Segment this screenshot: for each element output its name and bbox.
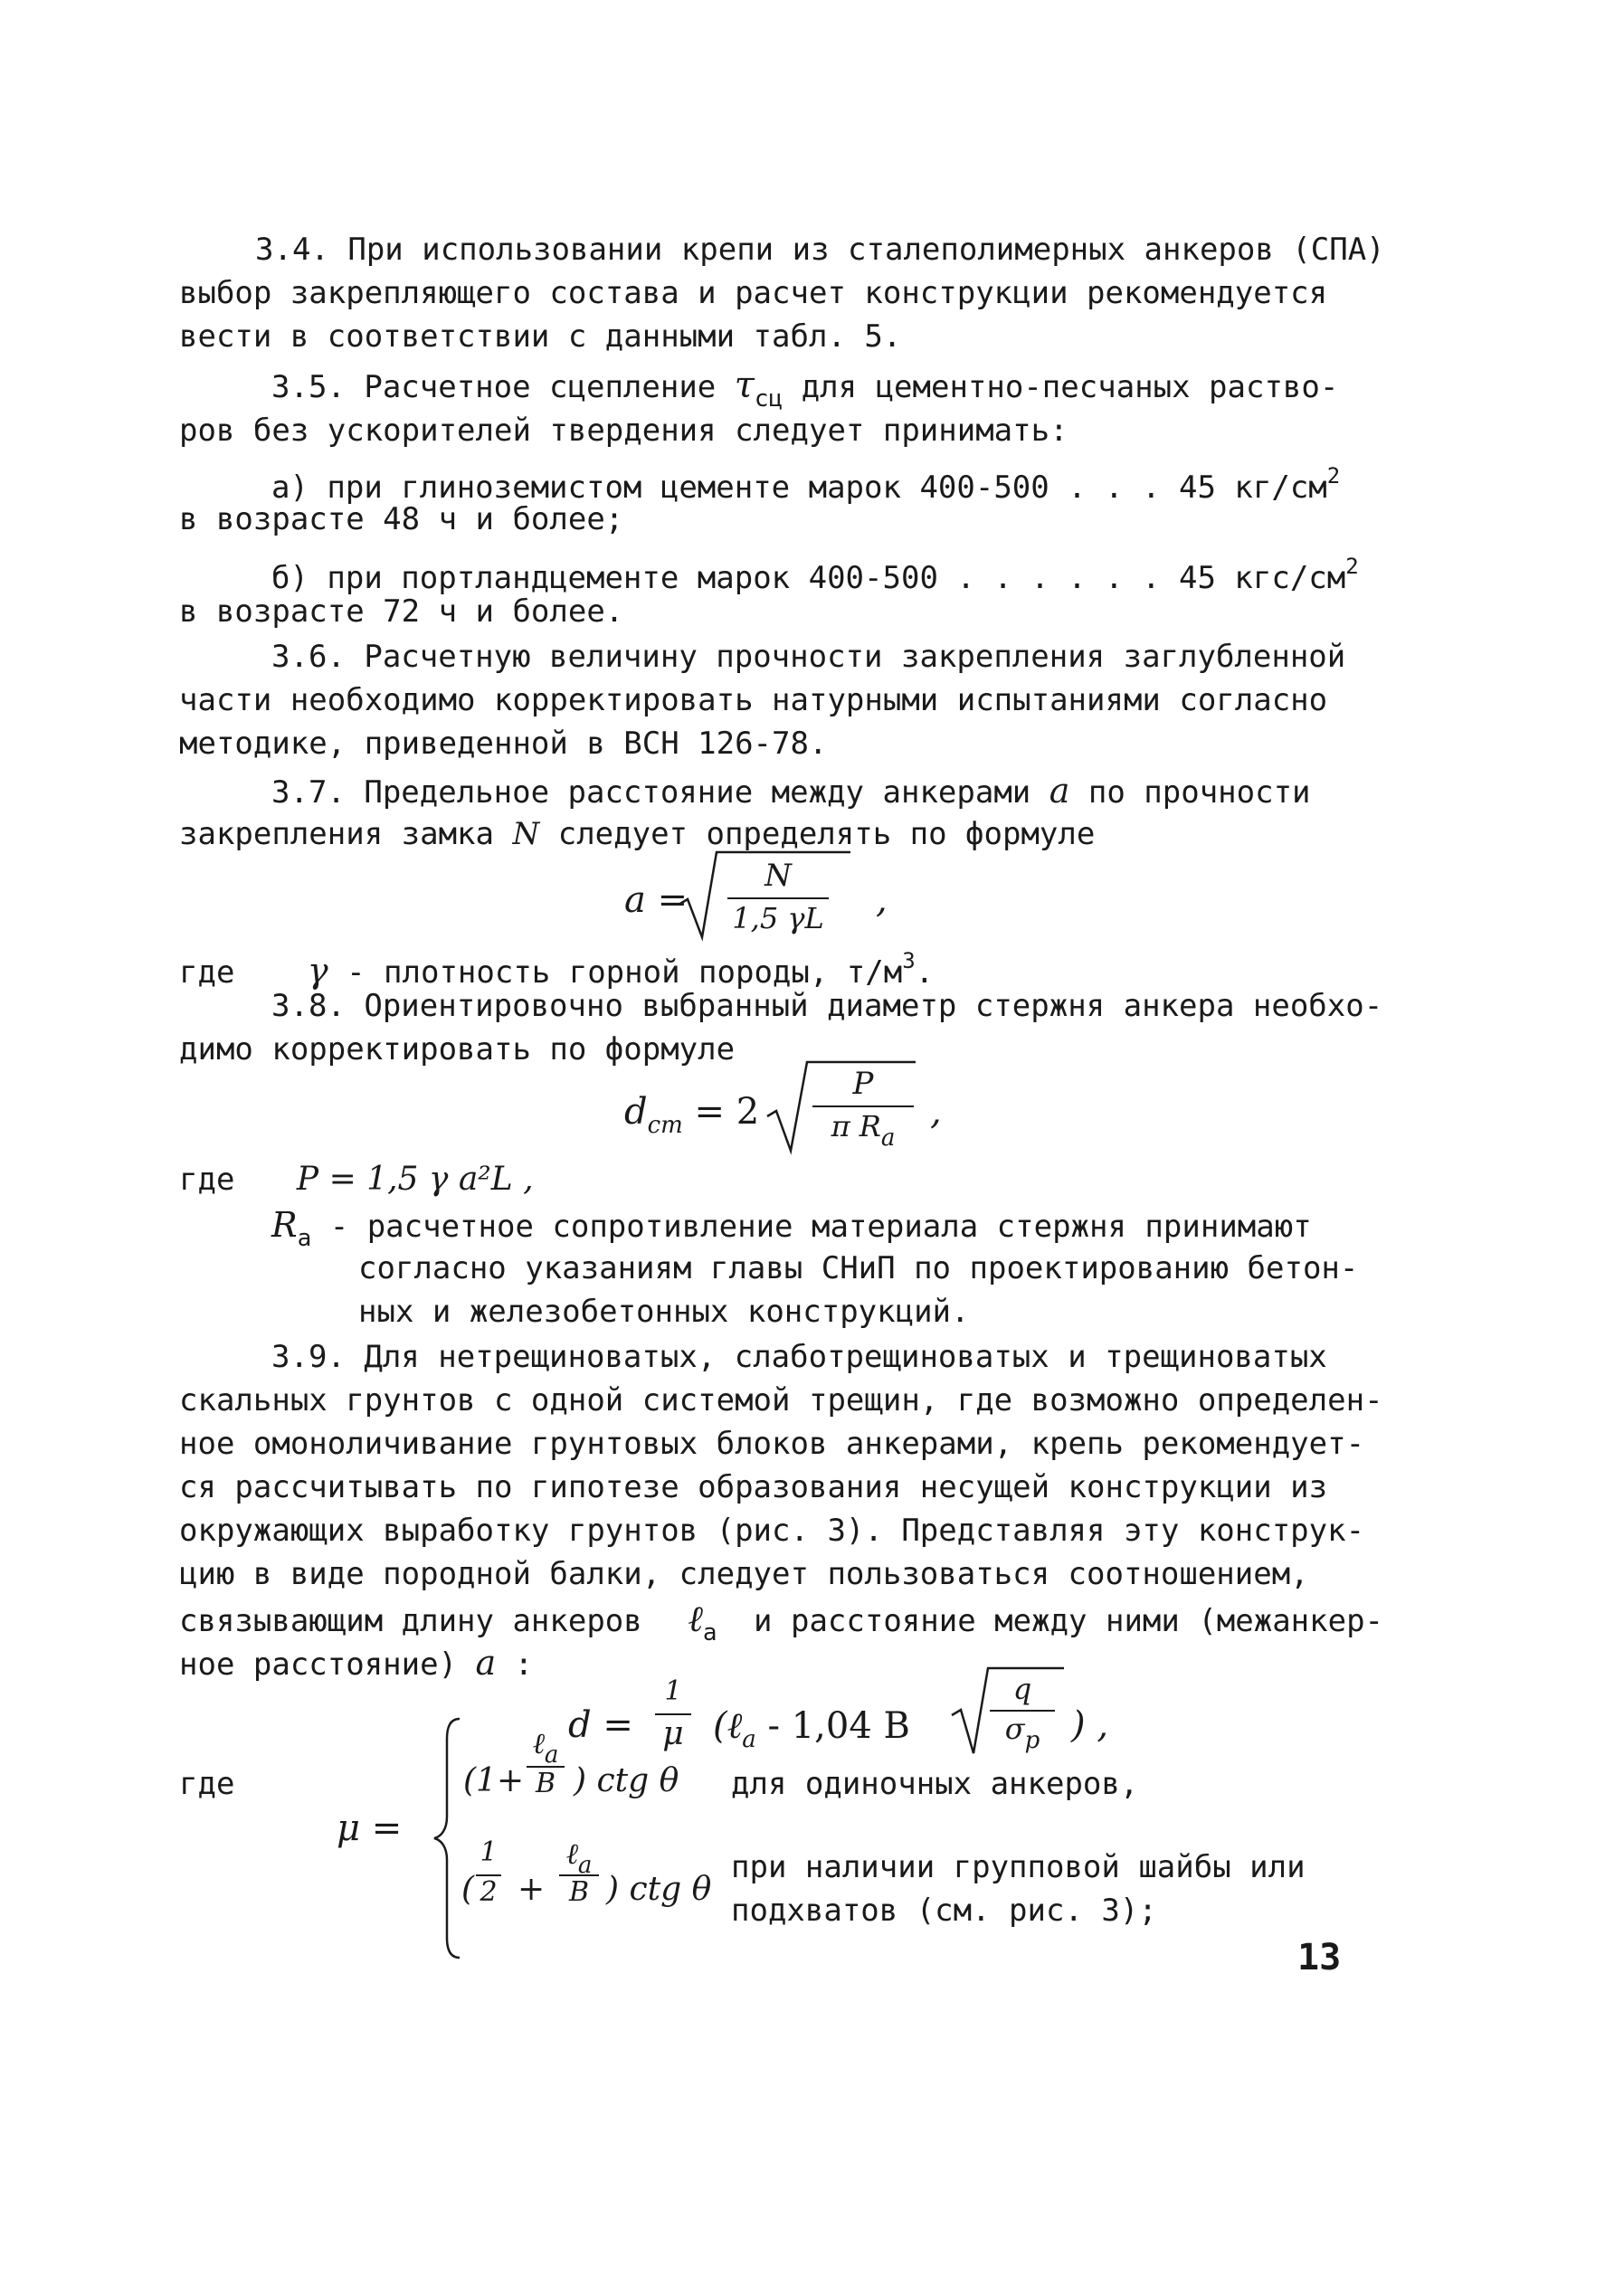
item-b-text: б) при портландцементе марок 400-500 . . . . . . 45 кгс/см xyxy=(271,560,1346,596)
formula-mu-q: q xyxy=(1012,1672,1032,1706)
formula-d-eq: = 2 xyxy=(694,1091,760,1133)
para-3-9-line-6: цию в виде породной балки, следует пользоваться соотношением, xyxy=(179,1556,1309,1592)
ra-definition xyxy=(271,1207,1312,1257)
formula-a-denominator: 1,5 γL xyxy=(732,901,824,935)
item-b-sup: 2 xyxy=(1345,554,1359,579)
case1-open: (1+ xyxy=(463,1762,525,1799)
formula-mu-la-sub: a xyxy=(742,1726,756,1753)
para-3-4-line-1: 3.4. При использовании крепи из сталеполимерных анкеров (СПА) xyxy=(255,232,1385,268)
formula-d-comma: , xyxy=(930,1091,942,1133)
formula-a-lhs: a = xyxy=(624,879,689,921)
where-word-2: где xyxy=(179,1162,235,1198)
ra-subscript: a xyxy=(297,1225,312,1252)
formula-d-den-sub: a xyxy=(880,1124,896,1152)
gamma-sup: 3 xyxy=(902,948,916,973)
para-3-4-line-2: выбор закрепляющего состава и расчет конструкции рекомендуется xyxy=(179,275,1328,311)
para-3-5-text-a: 3.5. Расчетное сцепление xyxy=(271,369,717,405)
gamma-text: - плотность горной породы, т/м xyxy=(347,954,903,991)
case2-half-den: 2 xyxy=(480,1876,498,1908)
para-3-8-line-2: димо корректировать по формуле xyxy=(179,1031,736,1067)
case1-num xyxy=(525,1726,566,1769)
a-symbol-2: a xyxy=(475,1643,497,1683)
formula-mu-mu: μ xyxy=(662,1715,684,1752)
formula-mu-one: 1 xyxy=(664,1675,682,1707)
case1-den: B xyxy=(535,1768,556,1799)
formula-a-numerator: N xyxy=(765,858,792,894)
case2-text-1: при наличии групповой шайбы или xyxy=(731,1849,1306,1885)
p-definition xyxy=(179,1162,534,1198)
formula-mu-sigma xyxy=(986,1712,1059,1754)
para-3-9-text-c: ное расстояние) xyxy=(179,1646,458,1683)
case1-ctg: ) ctg θ xyxy=(574,1762,679,1799)
mu-brace xyxy=(432,1715,475,1961)
formula-d-den-text: π R xyxy=(831,1109,881,1143)
case2-l: ℓ xyxy=(565,1836,578,1871)
para-3-6-line-2: части необходимо корректировать натурными испытаниями согласно xyxy=(179,682,1328,718)
a-symbol: a xyxy=(1049,771,1070,811)
para-3-9-line-7 xyxy=(179,1601,1383,1651)
ra-line-2: согласно указаниям главы СНиП по проектированию бетон- xyxy=(358,1250,1359,1286)
item-a-continuation: в возрасте 48 ч и более; xyxy=(179,501,624,537)
item-b-continuation: в возрасте 72 ч и более. xyxy=(179,593,624,630)
para-3-5-line-2: ров без ускорителей твердения следует принимать: xyxy=(179,413,1068,449)
case1-text: для одиночных анкеров, xyxy=(731,1766,1139,1802)
page-number: 13 xyxy=(1297,1937,1342,1978)
formula-a-comma: , xyxy=(876,879,888,921)
formula-d-denominator xyxy=(809,1109,917,1152)
case1-l: ℓ xyxy=(532,1726,545,1760)
para-3-9-text-b: и расстояние между ними (межанкер- xyxy=(754,1603,1384,1639)
para-3-7-line-1 xyxy=(271,773,1311,811)
n-symbol: N xyxy=(512,816,540,852)
para-3-7-text-a: 3.7. Предельное расстояние между анкерами xyxy=(271,774,1031,811)
gamma-end: . xyxy=(915,954,935,991)
tau-subscript: сц xyxy=(754,385,784,413)
para-3-9-line-8 xyxy=(179,1645,533,1683)
where-word-3: где xyxy=(179,1766,235,1802)
ra-symbol: R xyxy=(271,1205,298,1245)
para-3-9-line-1: 3.9. Для нетрещиноватых, слаботрещиноватых и трещиноватых xyxy=(271,1339,1327,1375)
formula-d-lhs xyxy=(624,1091,759,1139)
case2-num xyxy=(557,1836,601,1879)
formula-a-bar xyxy=(727,897,829,899)
sigma-sub: p xyxy=(1024,1727,1040,1754)
para-3-7-text-d: следует определять по формуле xyxy=(557,816,1096,852)
ra-text: - расчетное сопротивление материала стержня принимают xyxy=(329,1209,1312,1245)
para-3-9-line-2: скальных грунтов с одной системой трещин, где возможно определен- xyxy=(179,1382,1383,1418)
para-3-9-line-5: окружающих выработку грунтов (рис. 3). Представляя эту конструк- xyxy=(179,1513,1365,1549)
formula-d-numerator: P xyxy=(852,1066,874,1102)
formula-mu-paren xyxy=(713,1704,910,1753)
para-3-9-text-a: связывающим длину анкеров xyxy=(179,1603,642,1639)
p-formula: P = 1,5 γ a²L , xyxy=(296,1161,534,1198)
gamma-symbol: γ xyxy=(307,951,328,991)
tau-symbol: τ xyxy=(734,365,755,406)
para-3-6-line-3: методике, приведенной в ВСН 126-78. xyxy=(179,726,828,762)
case2-plus: + xyxy=(518,1871,546,1908)
case1-l-sub: a xyxy=(544,1741,559,1769)
formula-d-symbol: d xyxy=(624,1091,648,1133)
gamma-definition xyxy=(179,943,934,991)
formula-mu-d-lhs: d = xyxy=(568,1704,633,1746)
case2-ctg: ) ctg θ xyxy=(606,1871,712,1908)
case2-half-num: 1 xyxy=(480,1836,498,1868)
mu-lhs: μ = xyxy=(337,1807,403,1849)
case2-text-2: подхватов (см. рис. 3); xyxy=(731,1893,1157,1929)
where-word: где xyxy=(179,954,235,991)
case2-l-sub: a xyxy=(577,1852,593,1879)
case2-open: ( xyxy=(461,1871,475,1908)
para-3-7-text-b: по прочности xyxy=(1087,774,1311,811)
para-3-9-line-4: ся рассчитывать по гипотезе образования несущей конструкции из xyxy=(179,1469,1328,1505)
para-3-8-line-1: 3.8. Ориентировочно выбранный диаметр стержня анкера необхо- xyxy=(271,988,1383,1024)
para-3-4-line-3: вести в соответствии с данными табл. 5. xyxy=(179,318,902,355)
item-a-sup: 2 xyxy=(1326,463,1341,489)
para-3-9-line-3: ное омоноличивание грунтовых блоков анкерами, крепь рекомендует- xyxy=(179,1426,1365,1462)
para-3-9-colon: : xyxy=(514,1646,534,1683)
item-a xyxy=(271,458,1340,506)
para-3-6-line-1: 3.6. Расчетную величину прочности закрепления заглубленной xyxy=(271,639,1346,675)
formula-mu-close: ) , xyxy=(1071,1704,1109,1746)
case2-den: B xyxy=(568,1876,590,1908)
formula-mu-la: (ℓ xyxy=(713,1705,743,1747)
para-3-5-text-b: для цементно-песчаных раство- xyxy=(801,369,1339,405)
item-b xyxy=(271,548,1359,596)
la-subscript: a xyxy=(702,1619,717,1646)
para-3-7-line-2 xyxy=(179,816,1095,852)
la-symbol: ℓ xyxy=(688,1599,703,1640)
para-3-7-text-c: закрепления замка xyxy=(179,816,494,852)
para-3-5-line-1 xyxy=(271,367,1338,417)
formula-mu-mid: - 1,04 B xyxy=(767,1705,910,1747)
sigma-symbol: σ xyxy=(1004,1712,1025,1746)
formula-d-bar xyxy=(812,1105,914,1107)
ra-line-3: ных и железобетонных конструкций. xyxy=(358,1294,970,1330)
item-a-text: а) при глиноземистом цементе марок 400-500 . . . 45 кг/см xyxy=(271,470,1327,506)
formula-d-sub: ст xyxy=(647,1112,683,1139)
